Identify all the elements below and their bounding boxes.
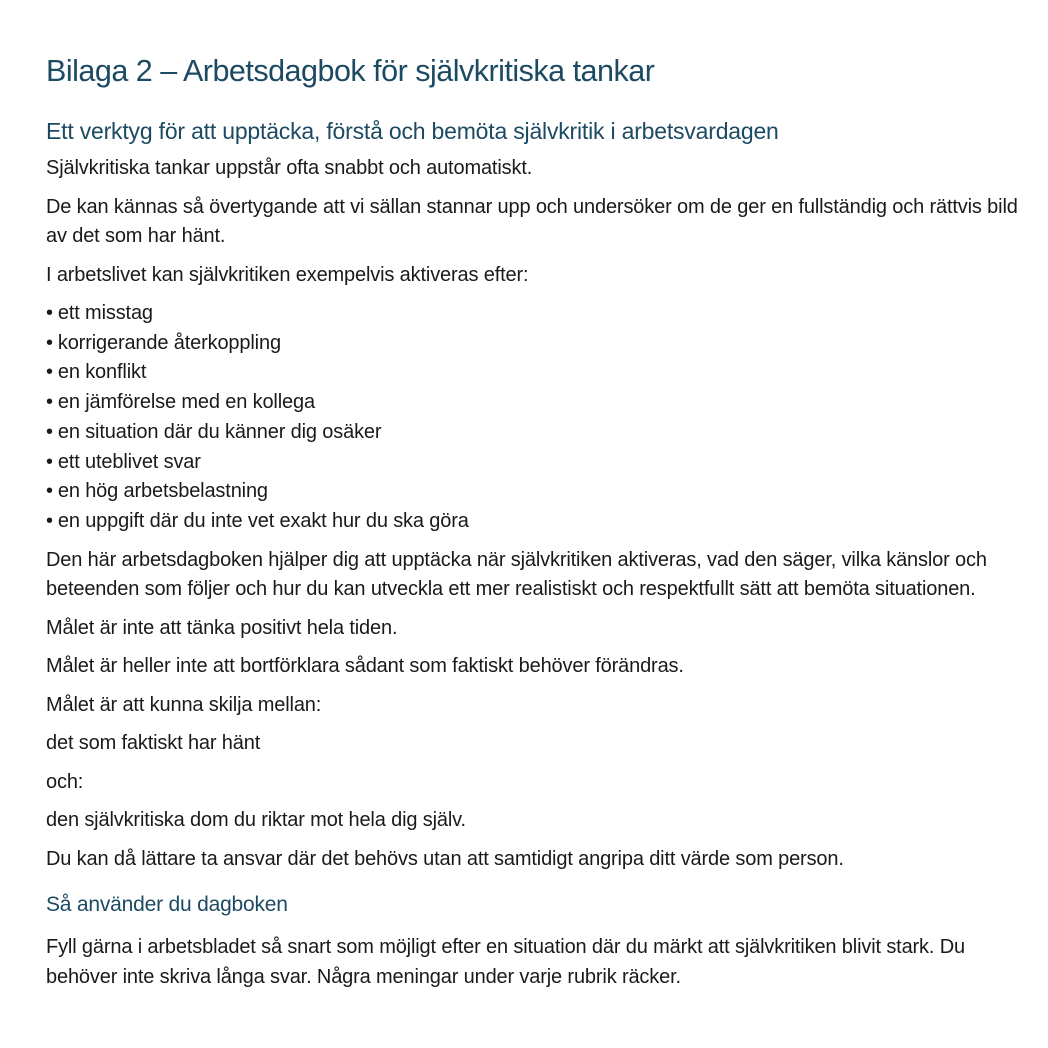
usage-paragraph: Fyll gärna i arbetsbladet så snart som möjligt efter en situation där du märkt att självkritiken blivit stark. Du behöver inte skriva långa svar. Några meningar under varje rubrik räcker. xyxy=(46,936,965,988)
list-item: • ett uteblivet svar xyxy=(46,448,1026,478)
list-item: • ett misstag xyxy=(46,299,1026,329)
body-paragraph-4: Målet är att kunna skilja mellan: xyxy=(46,693,322,716)
intro-paragraph-2: De kan kännas så övertygande att vi sällan stannar upp och undersöker om de ger en fullständig och rättvis bild av det som har hänt. xyxy=(46,195,1018,247)
intro-paragraph-3: I arbetslivet kan självkritiken exempelvis aktiveras efter: xyxy=(46,263,529,286)
page-title: Bilaga 2 – Arbetsdagbok för självkritiska tankar xyxy=(46,54,655,88)
trigger-list xyxy=(46,299,1026,537)
list-item: • en hög arbetsbelastning xyxy=(46,477,1026,507)
list-item: • en situation där du känner dig osäker xyxy=(46,418,1026,448)
body-paragraph-2: Målet är inte att tänka positivt hela tiden. xyxy=(46,616,398,639)
list-item: • en jämförelse med en kollega xyxy=(46,388,1026,418)
body-paragraph-5: det som faktiskt har hänt xyxy=(46,732,261,755)
page-subtitle: Ett verktyg för att upptäcka, förstå och bemöta självkritik i arbetsvardagen xyxy=(46,118,779,144)
list-item: • en uppgift där du inte vet exakt hur du ska göra xyxy=(46,507,1026,537)
list-item: • en konflikt xyxy=(46,358,1026,388)
section-heading-usage: Så använder du dagboken xyxy=(46,893,288,917)
body-paragraph-8: Du kan då lättare ta ansvar där det behövs utan att samtidigt angripa ditt värde som person. xyxy=(46,847,844,870)
body-paragraph-7: den självkritiska dom du riktar mot hela dig själv. xyxy=(46,809,466,832)
intro-paragraph-1: Självkritiska tankar uppstår ofta snabbt och automatiskt. xyxy=(46,157,533,179)
list-item: • korrigerande återkoppling xyxy=(46,329,1026,359)
body-paragraph-1: Den här arbetsdagboken hjälper dig att upptäcka när självkritiken aktiveras, vad den säger, vilka känslor och beteenden som följer och hur du kan utveckla ett mer realistiskt och respektfullt sätt att bemöta situationen. xyxy=(46,548,987,601)
body-paragraph-3: Målet är heller inte att bortförklara sådant som faktiskt behöver förändras. xyxy=(46,655,684,678)
body-paragraph-6: och: xyxy=(46,770,84,793)
